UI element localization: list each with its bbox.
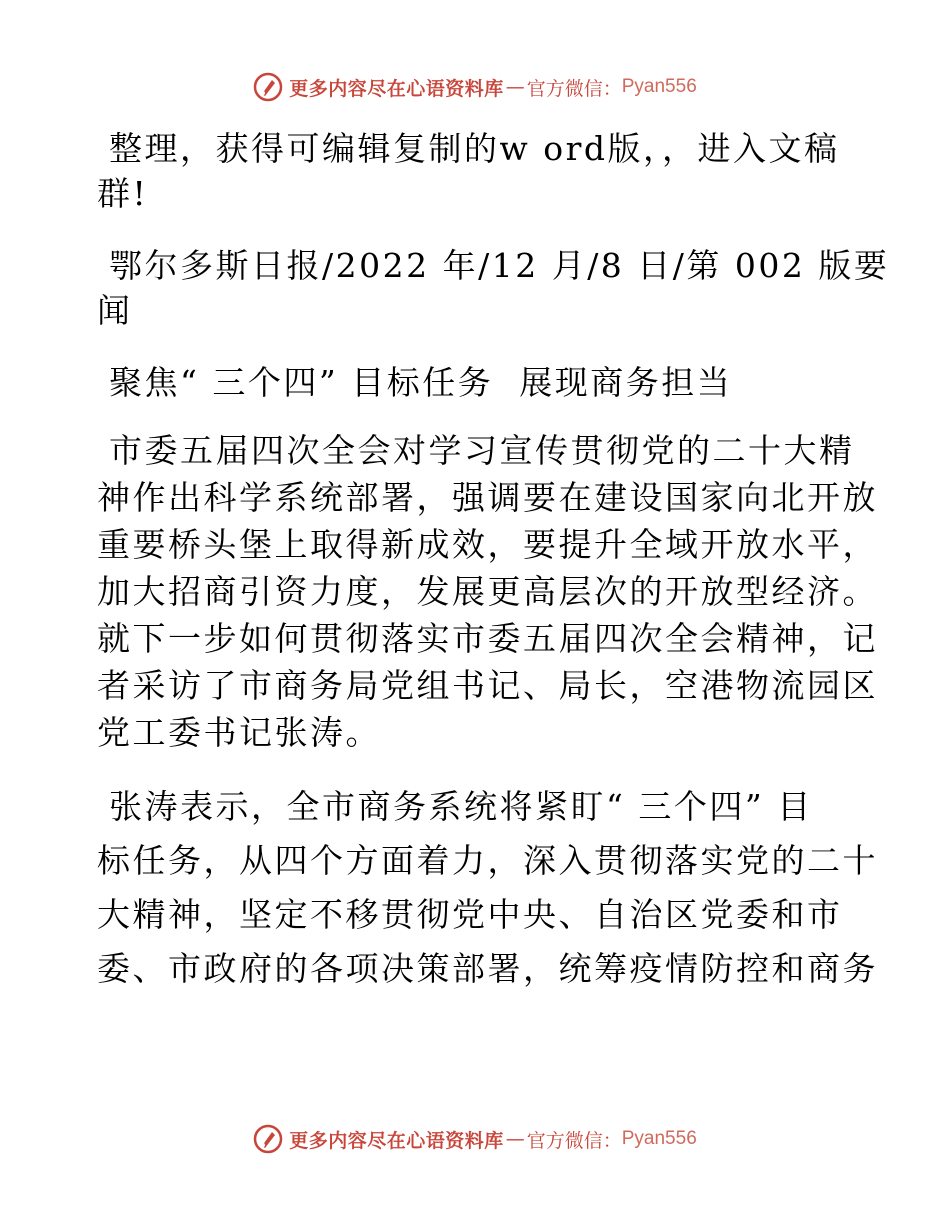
watermark-brand: 更多内容尽在心语资料库 xyxy=(289,1129,504,1152)
source-paragraph xyxy=(97,243,890,333)
text-line: 大精神，坚定不移贯彻党中央、自治区党委和市 xyxy=(97,895,843,934)
text-line: 者采访了市商务局党组书记、局长，空港物流园区 xyxy=(97,666,878,705)
text-line: 委、市政府的各项决策部署，统筹疫情防控和商务 xyxy=(97,949,878,988)
text-line: 标任务，从四个方面着力，深入贯彻落实党的二十 xyxy=(97,841,878,880)
text-line: 神作出科学系统部署，强调要在建设国家向北开放 xyxy=(97,478,878,517)
headline-text: 聚焦“ 三个四” 目标任务 展现商务担当 xyxy=(109,363,733,402)
text-line: 闻 xyxy=(97,291,133,330)
watermark-wechat-id: Pyan556 xyxy=(621,76,697,97)
headline xyxy=(97,360,857,405)
body-paragraph-2 xyxy=(97,780,878,996)
text-line: 群! xyxy=(97,174,149,213)
watermark-wechat-label: 官方微信： xyxy=(526,1129,622,1152)
watermark-banner-bottom xyxy=(0,1124,950,1154)
pen-logo-icon xyxy=(253,72,283,102)
intro-paragraph xyxy=(97,126,857,216)
watermark-wechat-label: 官方微信： xyxy=(526,77,622,100)
text-line: 就下一步如何贯彻落实市委五届四次全会精神，记 xyxy=(97,619,878,658)
pen-logo-icon xyxy=(253,1124,283,1154)
text-line: 张涛表示，全市商务系统将紧盯“ 三个四” 目 xyxy=(109,787,813,826)
watermark-wechat-id: Pyan556 xyxy=(621,1128,697,1149)
text-line: 加大招商引资力度，发展更高层次的开放型经济。 xyxy=(97,572,878,611)
watermark-brand: 更多内容尽在心语资料库 xyxy=(289,77,504,100)
text-line: 党工委书记张涛。 xyxy=(97,713,381,752)
watermark-banner-top xyxy=(0,72,950,102)
body-paragraph-1 xyxy=(97,427,878,756)
text-line: 整理，获得可编辑复制的w ord版，，进入文稿 xyxy=(109,129,840,168)
text-line: 重要桥头堡上取得新成效，要提升全域开放水平， xyxy=(97,525,878,564)
text-line: 鄂尔多斯日报/2022 年/12 月/8 日/第 002 版要 xyxy=(109,246,890,285)
document-body xyxy=(97,118,890,996)
watermark-separator: — xyxy=(505,1128,525,1150)
text-line: 市委五届四次全会对学习宣传贯彻党的二十大精 xyxy=(109,431,855,470)
watermark-separator: — xyxy=(505,76,525,98)
